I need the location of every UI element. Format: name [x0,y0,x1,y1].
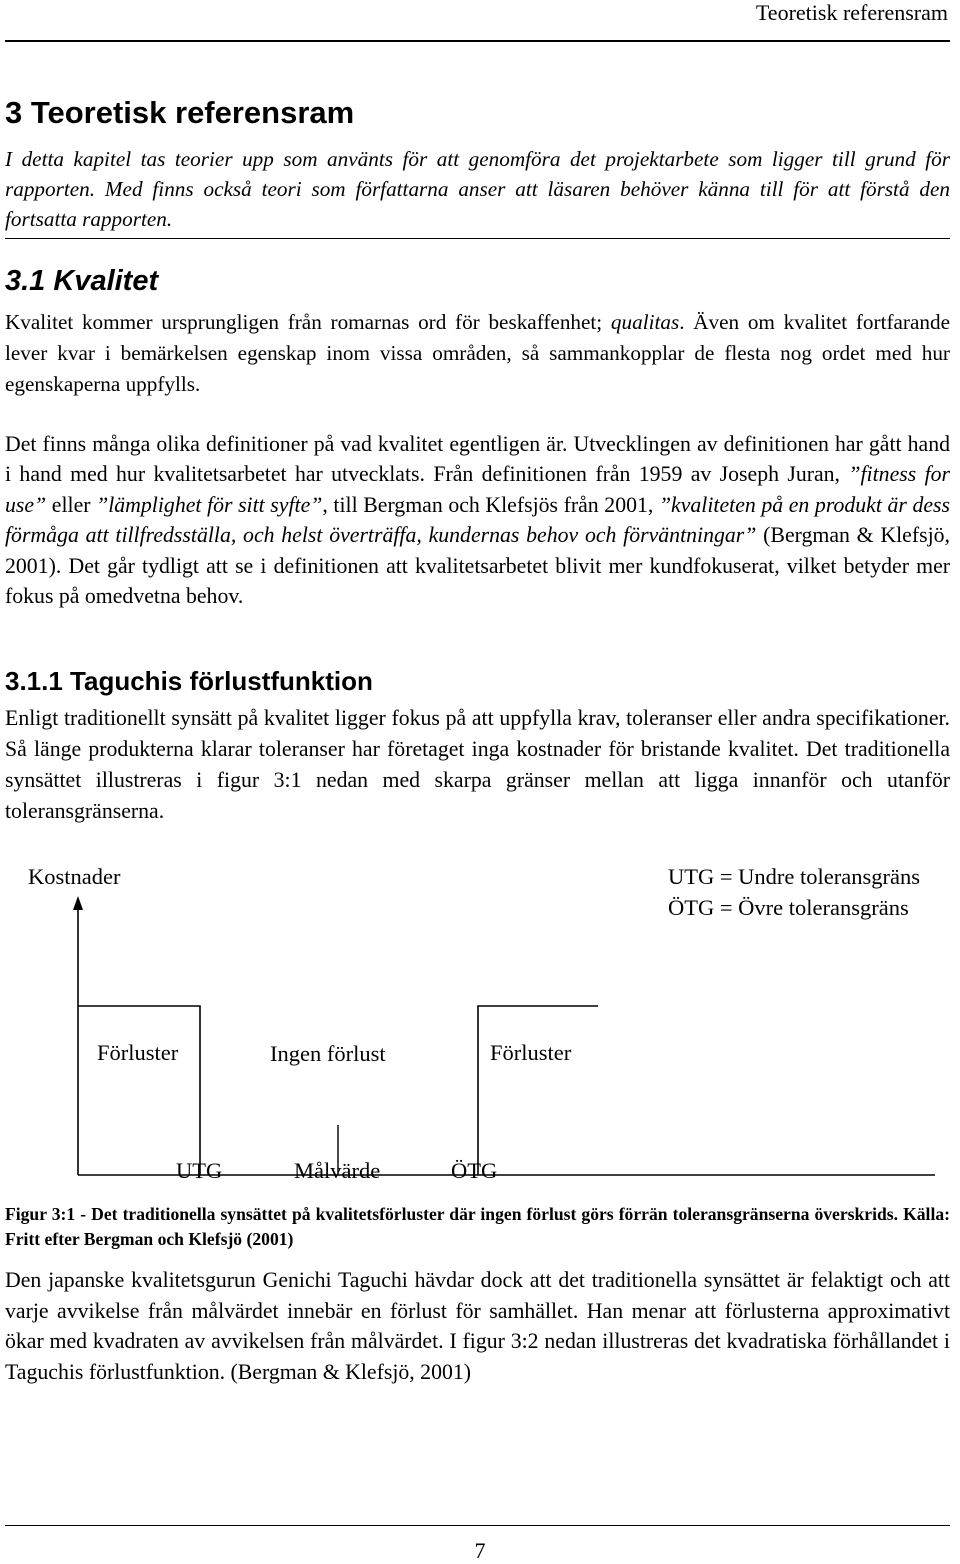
legend-otg: ÖTG = Övre toleransgräns [668,895,909,920]
text-run: (Bergman & Klefsjö, 2001). Det går tydligt att se i definitionen att kvalitetsarbetet blivit mer kundfokuserat, vilket betyder mer fokus på omedvetna behov. [5,523,950,609]
paragraph-kvalitet-definitions [5,429,950,611]
y-axis-arrow-icon [73,896,83,910]
subsection-heading-taguchi: 3.1.1 Taguchis förlustfunktion [5,666,373,696]
region-label-right-loss: Förluster [490,1040,572,1065]
chapter-heading: 3 Teoretisk referensram [5,95,355,130]
text-run: , till Bergman och Klefsjös från 2001, [322,492,659,517]
quote-juran-swedish: ”lämplighet för sitt syfte” [96,492,323,517]
quote-bergman-klefsjo: ”kvaliteten på en produkt är dess förmåga att tillfredsställa, och helst överträffa, kundernas behov och förväntningar” [5,492,951,548]
latin-term: qualitas [610,310,680,334]
legend-utg: UTG = Undre toleransgräns [668,864,920,889]
x-tick-otg: ÖTG [451,1158,498,1183]
paragraph-kvalitet-origin [5,307,950,400]
paragraph-traditional-view: Enligt traditionellt synsätt på kvalitet ligger fokus på att uppfylla krav, toleranser eller andra specifikationer. Så länge produkterna klarar toleranser har företaget inga kostnader för bristande kvalitet. Det traditionella synsättet illustreras i figur 3:1 nedan med skarpa gränser mellan att ligga innanför och utanför toleransgränserna. [5,706,950,823]
quote-juran: ”fitness for use” [5,462,950,517]
x-tick-utg: UTG [176,1158,223,1183]
paragraph-taguchi: Den japanske kvalitetsgurun Genichi Taguchi hävdar dock att det traditionella synsättet är felaktigt och att varje avvikelse från målvärdet innebär en förlust för samhället. Han menar att förlusterna approximativt ökar med kvadraten av avvikelsen från målvärdet. I figur 3:2 nedan illustreras det kvadratiska förhållandet i Taguchis förlustfunktion. (Bergman & Klefsjö, 2001) [5,1268,950,1385]
text-run: Kvalitet kommer ursprungligen från romarnas ord för beskaffenhet; [5,310,611,334]
chapter-intro: I detta kapitel tas teorier upp som använts för att genomföra det projektarbete som ligger till grund för rapporten. Med finns också teori som författarna anser att läsaren behöver känna till för att förstå den fortsatta rapporten. [5,147,950,231]
footer-rule [5,1525,950,1526]
section-heading-kvalitet: 3.1 Kvalitet [5,265,159,297]
figure-traditional-loss [0,840,960,1200]
header-rule [5,40,950,42]
region-label-left-loss: Förluster [97,1040,179,1065]
right-loss-step [478,1006,598,1175]
x-tick-target: Målvärde [294,1158,381,1183]
page-number: 7 [474,1538,486,1563]
figure-caption: Figur 3:1 - Det traditionella synsättet på kvalitetsförluster där ingen förlust görs förrän toleransgränserna överskrids. Källa: Fritt efter Bergman och Klefsjö (2001) [5,1204,950,1249]
text-run: . Även om kvalitet fortfarande lever kvar i bemärkelsen egenskap inom vissa områden, så sammankopplar de flesta nog ordet med hur egenskaperna uppfylls. [5,310,950,396]
y-axis-label: Kostnader [28,864,121,889]
text-run: eller [46,492,97,517]
left-loss-step [78,1006,200,1175]
text-run: Det finns många olika definitioner på vad kvalitet egentligen är. Utvecklingen av definitionen har gått hand i hand med hur kvalitetsarbetet har utvecklats. Från definitionen från 1959 av Joseph Juran, [5,432,950,487]
region-label-no-loss: Ingen förlust [270,1041,386,1066]
section-rule [5,238,950,239]
running-header: Teoretisk referensram [755,0,948,25]
